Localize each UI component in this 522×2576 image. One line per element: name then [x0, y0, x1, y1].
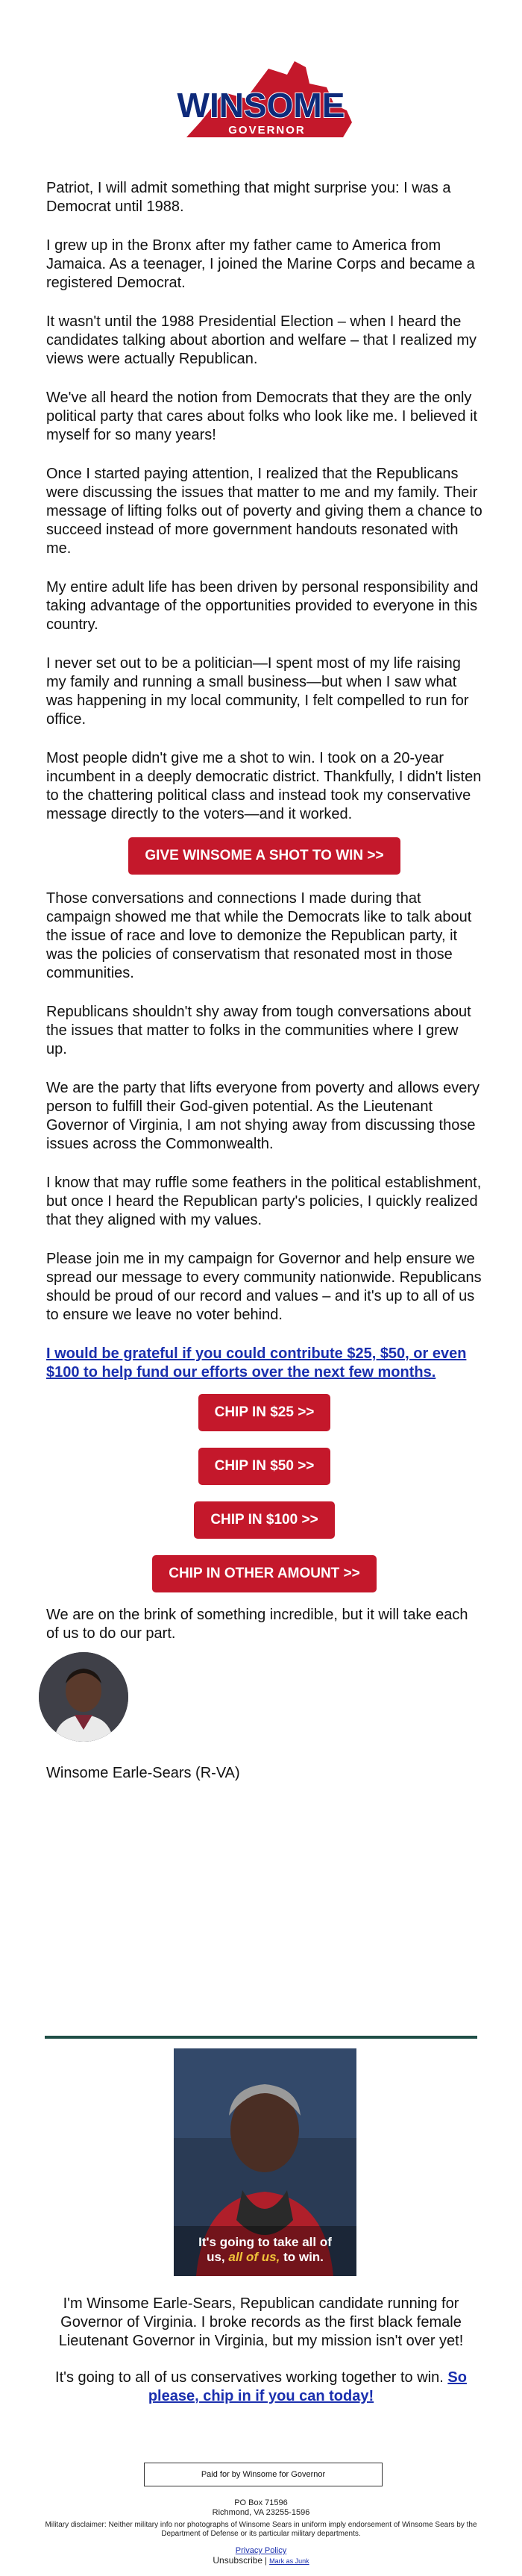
caption-us: us, — [207, 2250, 225, 2264]
footer — [30, 2498, 492, 2566]
chip-in-today-link[interactable]: So please, chip in if you can today! — [148, 2369, 467, 2404]
logo-title: WINSOME — [177, 86, 345, 125]
paragraph: Please join me in my campaign for Governor and help ensure we spread our message to every community nationwide. Republicans should be proud of our record and values – and it's up to all of us to ensure we leave no voter behind. — [46, 1251, 482, 1323]
paragraph: Once I started paying attention, I realized that the Republicans were discussing the issues that matter to me and my family. Their message of lifting folks out of poverty and giving them a chance to succeed instead of more government handouts resonated with me. — [46, 466, 482, 557]
winsome-governor-logo — [157, 46, 365, 143]
chip-in-50-wrap — [46, 1448, 482, 1485]
paragraph: Those conversations and connections I made during that campaign showed me that while the Democrats like to talk about the issue of race and love to demonize the Republican party, it was the policies of conservatism that resonated most in those communities. — [46, 890, 472, 981]
paragraph: I know that may ruffle some feathers in the political establishment, but once I heard the Republican party's policies, I quickly realized that they aligned with my values. — [46, 1175, 482, 1228]
unsubscribe-link[interactable]: Unsubscribe — [213, 2555, 263, 2566]
paragraph: Patriot, I will admit something that might surprise you: I was a Democrat until 1988. — [46, 180, 451, 215]
video-thumbnail[interactable] — [174, 2048, 356, 2276]
chip-in-25-wrap — [46, 1394, 482, 1431]
paragraph: We are on the brink of something incredible, but it will take each of us to do our part. — [46, 1607, 468, 1642]
paragraph: My entire adult life has been driven by personal responsibility and taking advantage of the opportunities provided to everyone in this country. — [46, 579, 479, 633]
paid-for-box: Paid for by Winsome for Governor — [144, 2463, 383, 2486]
paragraph: I grew up in the Bronx after my father came to America from Jamaica. As a teenager, I joined the Marine Corps and became a registered Democrat. — [46, 237, 475, 291]
caption-end: to win. — [283, 2250, 324, 2264]
paragraph: I never set out to be a politician—I spent most of my life raising my family and running a small business—but when I saw what was happening in my local community, I felt compelled to run for office. — [46, 655, 469, 728]
donation-ask-link[interactable]: I would be grateful if you could contribute $25, $50, or even $100 to help fund our efforts over the next few months. — [46, 1345, 467, 1381]
give-winsome-shot-button[interactable]: GIVE WINSOME A SHOT TO WIN >> — [128, 837, 400, 875]
chip-in-other-wrap — [46, 1555, 482, 1592]
military-disclaimer: Military disclaimer: Neither military info nor photographs of Winsome Sears in uniform imply endorsement of Winsome Sears by the Department of Defense or its particular military departments. — [45, 2521, 477, 2538]
video-caption — [174, 2235, 356, 2265]
paragraph: We are the party that lifts everyone from poverty and allows every person to fulfill their God-given potential. As the Lieutenant Governor of Virginia, I am not shying away from discussing those issues across the Commonwealth. — [46, 1080, 480, 1152]
chip-in-25-button[interactable]: CHIP IN $25 >> — [198, 1394, 331, 1431]
donation-ask — [46, 1345, 482, 1382]
chip-in-50-button[interactable]: CHIP IN $50 >> — [198, 1448, 331, 1485]
closing-intro: I'm Winsome Earle-Sears, Republican candidate running for Governor of Virginia. I broke records as the first black female Lieutenant Governor in Virginia, but my mission isn't over yet! — [58, 2295, 464, 2349]
chip-in-other-amount-button[interactable]: CHIP IN OTHER AMOUNT >> — [152, 1555, 377, 1592]
po-box: PO Box 71596 — [234, 2498, 288, 2507]
avatar — [39, 1652, 128, 1742]
letter-body — [46, 179, 482, 1803]
section-divider — [45, 2036, 477, 2039]
chip-in-100-button[interactable]: CHIP IN $100 >> — [194, 1501, 334, 1539]
signature: Winsome Earle-Sears (R-VA) — [46, 1765, 240, 1781]
cta-wrap — [46, 837, 482, 875]
paragraph: We've all heard the notion from Democrats that they are the only political party that cares about folks who look like me. I believed it myself for so many years! — [46, 390, 478, 443]
caption-highlight: all of us, — [228, 2250, 280, 2264]
paragraph: It wasn't until the 1988 Presidential Election – when I heard the candidates talking about abortion and welfare – that I realized my views were actually Republican. — [46, 313, 477, 367]
separator: | — [265, 2557, 270, 2566]
caption-line-1: It's going to take all of — [198, 2235, 332, 2249]
privacy-policy-link[interactable]: Privacy Policy — [235, 2546, 287, 2555]
closing-text: It's going to all of us conservatives working together to win. — [55, 2369, 444, 2386]
closing-section — [45, 2295, 477, 2424]
closing-appeal — [45, 2369, 477, 2406]
chip-in-100-wrap — [46, 1501, 482, 1539]
portrait-image — [39, 1652, 128, 1742]
city-address: Richmond, VA 23255-1596 — [212, 2508, 310, 2517]
paragraph: Republicans shouldn't shy away from tough conversations about the issues that matter to folks in the communities where I grew up. — [46, 1004, 471, 1057]
paragraph: Most people didn't give me a shot to win. I took on a 20-year incumbent in a deeply democratic district. Thankfully, I didn't listen to the chattering political class and instead took my conservative message directly to the voters—and it worked. — [46, 750, 482, 822]
logo-subtitle: GOVERNOR — [228, 124, 306, 137]
mark-as-junk-link[interactable]: Mark as Junk — [269, 2557, 309, 2565]
